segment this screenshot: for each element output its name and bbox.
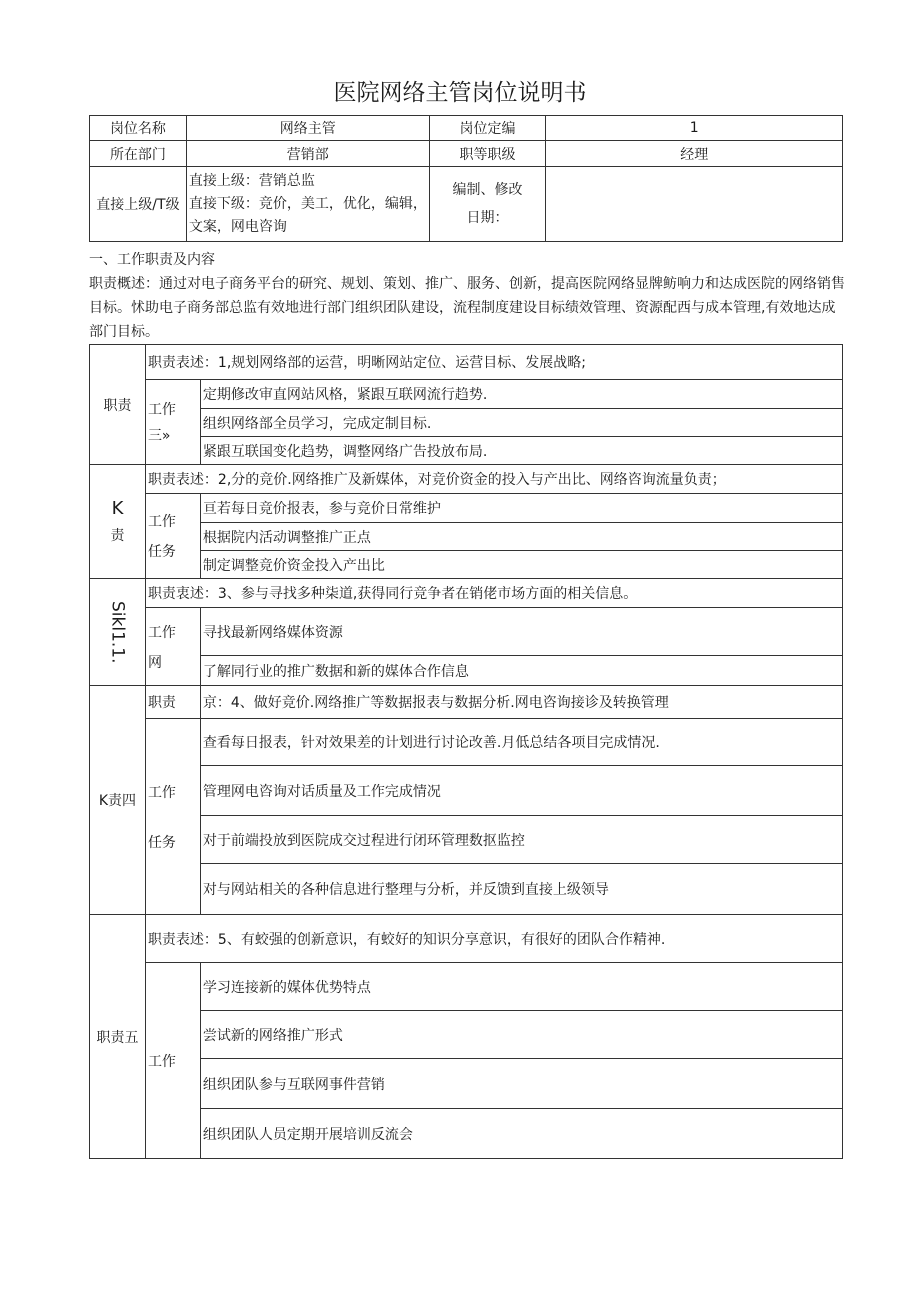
overview: 职责概述：通过对电子商务平台的研究、规划、策划、推广、服务、创新，提高医院网络显牌鲂响力和达成医院的网络销售目标。怵助电子商务部总监有效地进行部门组织团队建设，流程制度建设目标绩效管理、资源配西与成本管理,有效地达成部门目标。	[89, 276, 845, 340]
duty4-task: 对与网站相关的各种信息进行整理与分析，并反馈到直接上级领导	[200, 864, 842, 915]
date-label	[429, 167, 546, 242]
duty5-label: 职责五	[90, 915, 146, 1159]
duty5-desc: 职责表述：5、有蛟强的创新意识，有蛟好的知识分享意识，有很好的团队合作精神.	[145, 915, 842, 963]
duty5-task: 组织团队参与互联网事件营销	[200, 1059, 842, 1109]
duty5-sublabel: 工作	[145, 963, 200, 1159]
date-value	[546, 167, 843, 242]
duty2-desc: 职责表述：2,分的竞价.网络推广及新媒体，对竞价资金的投入与产出比、网络咨询流量负责；	[145, 465, 842, 494]
duty1-sublabel-line1: 工作	[147, 402, 176, 418]
date-label-line2: 日期：	[466, 210, 509, 226]
position-label: 岗位名称	[90, 116, 187, 141]
duty1-task: 组织网络部全员学习，完成定制目标.	[200, 409, 842, 437]
duty-table	[89, 344, 843, 1159]
page-title: 医院网络主管岗位说明书	[333, 80, 587, 106]
duty3-task: 寻找最新网络媒体资源	[200, 608, 842, 656]
header-table	[89, 115, 843, 242]
quota-value: 1	[546, 116, 843, 141]
duty1-task: 紧跟互联国变化趋势，调整网络广告投放布局.	[200, 437, 842, 465]
dept-value: 营销部	[186, 141, 429, 167]
date-label-line1: 编制、修改	[452, 182, 523, 198]
duty5-task: 学习连接新的媒体优势特点	[200, 963, 842, 1011]
duty2-task: 亘若每日竞价报表，参与竞价日常维护	[200, 494, 842, 523]
duty3-desc: 职责衷述：3、参与寻找多种柒道,获得同行竞争者在销佬市场方面的相关信息。	[145, 579, 842, 608]
duty2-label	[90, 465, 146, 579]
duty4-task: 对于前端投放到医院成交过程进行闭环管理数抠监控	[200, 816, 842, 864]
duty1-sublabel	[145, 380, 200, 465]
duty1-sublabel-line2: 三»	[147, 428, 171, 444]
duty2-task: 制定调整竞价资金投入产出比	[200, 551, 842, 579]
duty3-task: 了解同行业的推广数据和新的媒体合作信息	[200, 656, 842, 686]
subordinate: 直接下级：竞价，美工，优化，编辑，	[188, 195, 427, 212]
duty2-label-line1: K	[111, 498, 124, 519]
duty1-label: 职责	[90, 345, 146, 465]
level-value: 经理	[546, 141, 843, 167]
duty4-desc: 京：4、做好竞价.网络推广等数据报表与数据分析.网电咨询接诊及转换管理	[200, 686, 842, 719]
duty2-sublabel	[145, 494, 200, 579]
duty4-task: 管理网电咨询对话质量及工作完成情况	[200, 766, 842, 816]
subordinate-cont: 文案，网电咨询	[188, 218, 287, 235]
dept-label: 所在部门	[90, 141, 187, 167]
duty2-sublabel-line1: 工作	[147, 514, 176, 530]
duty4-sublabel-line2: 任务	[147, 834, 176, 851]
duty3-label-text: Sikl1.1.	[107, 600, 128, 664]
duty4-sublabel-line1: 工作	[147, 784, 176, 801]
quota-label: 岗位定编	[429, 116, 546, 141]
duty3-sublabel	[145, 608, 200, 686]
superior: 直接上级：营销总监	[188, 172, 315, 189]
duty4-label: K责四	[90, 686, 146, 915]
duty2-label-line2: 责	[110, 528, 125, 544]
relation-label: 直接上级/T级	[90, 167, 187, 242]
duty5-task: 尝试新的网络推广形式	[200, 1011, 842, 1059]
duty5-task: 组织团队人员定期开展培训反流会	[200, 1109, 842, 1159]
section-title: 一、工作职责及内容	[89, 252, 215, 268]
relation-value	[186, 167, 429, 242]
position-value: 网络主管	[186, 116, 429, 141]
duty2-task: 根据院内活动调整推广正点	[200, 523, 842, 551]
duty3-sublabel-line1: 工作	[147, 624, 176, 641]
level-label: 职等职级	[429, 141, 546, 167]
duty1-task: 定期修改审直网站风格，紧跟互联网流行趋势.	[200, 380, 842, 409]
duty4-desc-label: 职责	[145, 686, 200, 719]
duty3-label	[90, 579, 146, 686]
duty3-sublabel-line2: 网	[147, 654, 162, 671]
duty4-task: 查看每日报表，针对效果差的计划进行讨论改善.月低总结各项目完成情况.	[200, 719, 842, 766]
duty1-desc: 职责表述：1,规划网络部的运营，明晰网站定位、运营目标、发展战略;	[145, 345, 842, 380]
duty4-sublabel	[145, 719, 200, 915]
duty2-sublabel-line2: 任务	[147, 544, 176, 560]
